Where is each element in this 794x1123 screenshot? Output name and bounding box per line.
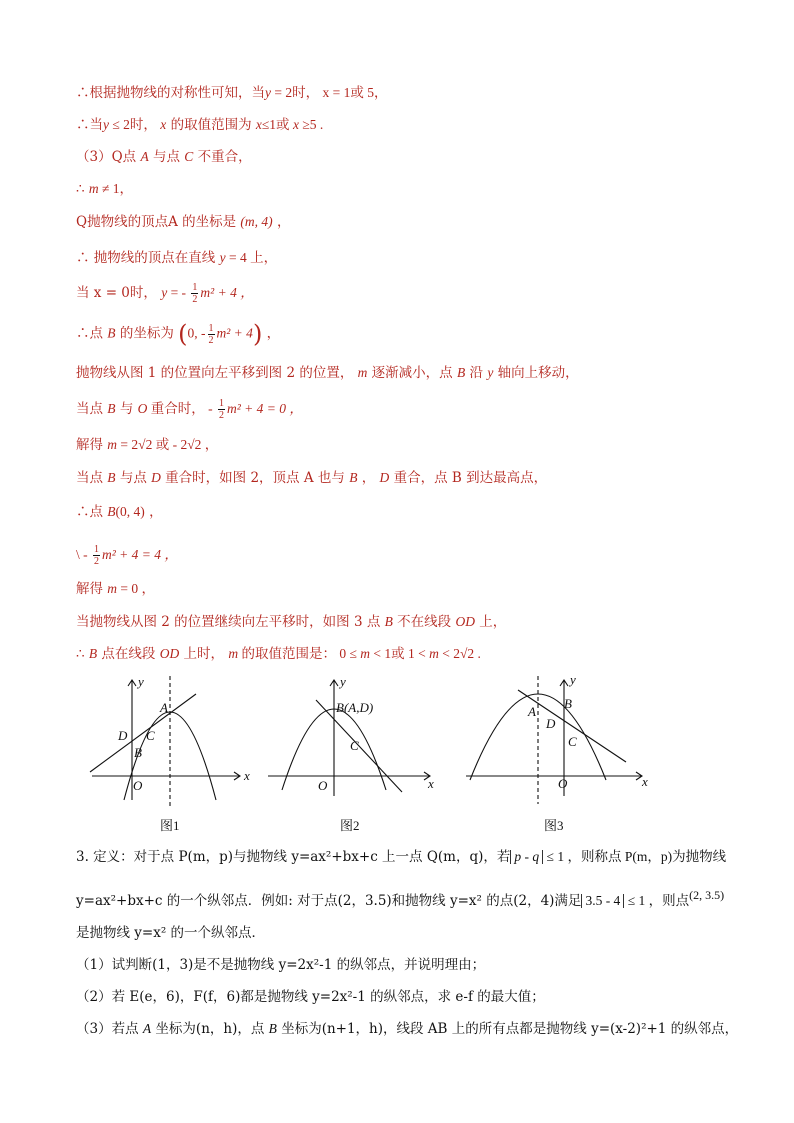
- var: C: [184, 149, 194, 164]
- text: 逐渐减小，点: [367, 365, 457, 381]
- text: 点在线段: [97, 646, 160, 662]
- text: ，: [144, 504, 163, 520]
- fraction-numerator: 1: [94, 544, 99, 555]
- text: 当 x = 0时，: [76, 285, 162, 301]
- solution-line-9: [76, 364, 579, 382]
- text: ≥5 .: [298, 117, 324, 132]
- origin-label: O: [558, 776, 568, 791]
- text: m² + 4: [216, 325, 253, 341]
- point-b-label: B: [134, 745, 142, 760]
- text: y=ax²+bx+c 的一个纵邻点．例如: 对于点(2，3.5)和抛物线 y=x² 的点(2，4)满足: [76, 893, 582, 909]
- text: ，: [272, 214, 291, 230]
- text: ，: [357, 470, 380, 486]
- point-c-label: C: [146, 728, 155, 743]
- point-d-label: D: [118, 728, 128, 743]
- solution-line-1: [76, 84, 387, 102]
- solution-line-12: [76, 469, 547, 487]
- solution-line-3: [76, 148, 252, 166]
- solution-line-16: [76, 613, 506, 631]
- text: 沿: [465, 365, 488, 381]
- text: 不在线段: [392, 614, 456, 630]
- text: ∴ 抛物线的顶点在直线: [76, 250, 220, 266]
- text: ∴当: [76, 117, 103, 133]
- origin-label: O: [133, 778, 143, 793]
- question-3: [76, 1020, 738, 1038]
- text: ≤ 2时，: [109, 117, 161, 132]
- text: 0, -: [187, 325, 206, 341]
- text: 的取值范围是： 0 ≤: [238, 646, 361, 661]
- text: 当点: [76, 470, 108, 486]
- text: = -: [167, 285, 190, 300]
- var: x: [292, 117, 299, 132]
- solution-line-11: [76, 436, 218, 454]
- solution-line-6: [76, 249, 277, 267]
- left-paren: (: [178, 320, 188, 348]
- var: B: [88, 646, 98, 661]
- var: B: [349, 470, 358, 485]
- text: 抛物线从图 1 的位置向左平移到图 2 的位置，: [76, 365, 358, 381]
- solution-line-13: [76, 503, 163, 521]
- var: m: [429, 646, 439, 661]
- var: D: [379, 470, 390, 485]
- text: = 0 ，: [117, 581, 156, 596]
- abs-box: 3.5 - 4: [581, 894, 624, 908]
- text: ≠ 1，: [98, 181, 134, 196]
- var: O: [137, 401, 148, 416]
- point-d-label: D: [546, 716, 556, 731]
- text: ≤ 1 ，则点: [624, 893, 690, 908]
- point-bad-label: B(A,D): [336, 700, 374, 715]
- text: < 2√2 .: [438, 646, 481, 661]
- figure-caption: 图2: [340, 818, 360, 833]
- text: \ -: [76, 547, 91, 562]
- y-label: y: [138, 674, 144, 689]
- var: m: [357, 365, 368, 380]
- var: m: [88, 181, 99, 196]
- fraction: [191, 282, 198, 305]
- text: < 1或 1 <: [370, 646, 430, 661]
- var: x: [255, 117, 262, 132]
- text: （3）Q点: [76, 149, 141, 165]
- text: （1）试判断(1，3)是不是抛物线 y=2x²-1 的纵邻点，并说明理由；: [76, 957, 486, 973]
- figure-3: [460, 672, 656, 840]
- x-label: x: [428, 776, 434, 791]
- text: （3）若点: [76, 1021, 143, 1037]
- question-2: [76, 988, 545, 1006]
- var: B: [107, 504, 116, 519]
- text: 的取值范围为: [166, 117, 256, 133]
- var: A: [140, 149, 149, 164]
- point-c-label: C: [568, 734, 577, 749]
- point-b-label: B: [564, 696, 572, 711]
- text: 3. 定义：对于点 P(m，p)与抛物线 y=ax²+bx+c 上一点 Q(m，q)，若: [76, 849, 511, 865]
- text: ≤ 1 ，则称点 P(m，p)为抛物线: [543, 849, 727, 864]
- text: 上，: [474, 614, 507, 630]
- var: y: [219, 250, 226, 265]
- text: m² + 4 ，: [200, 285, 254, 300]
- fraction: [208, 323, 215, 346]
- text: 与: [115, 401, 138, 417]
- point-label: (2, 3.5): [689, 888, 725, 902]
- text: 上时，: [179, 646, 229, 662]
- fraction-numerator: 1: [219, 398, 225, 409]
- text: 坐标为(n+1，h)，线段 AB 上的所有点都是抛物线 y=(x-2)²+1 的纵邻点，: [276, 1021, 739, 1037]
- var: B: [107, 325, 116, 341]
- var: y: [103, 117, 109, 132]
- figure-caption: 图3: [544, 818, 564, 833]
- coord: (0, 4): [115, 504, 145, 519]
- question-1: [76, 956, 485, 974]
- var: D: [151, 470, 161, 485]
- var: y: [487, 365, 494, 380]
- fraction-denominator: 2: [192, 294, 198, 305]
- abs-box: p - q: [510, 850, 543, 864]
- text: 与点: [148, 149, 185, 165]
- text: ∴根据抛物线的对称性可知，当: [76, 85, 265, 101]
- var: B: [268, 1021, 277, 1036]
- var: B: [384, 614, 393, 629]
- var: y: [265, 85, 271, 100]
- fraction-numerator: 1: [192, 282, 198, 293]
- solution-line-17: [76, 645, 481, 663]
- text: ∴: [76, 181, 89, 197]
- text: （2）若 E(e，6)，F(f，6)都是抛物线 y=2x²-1 的纵邻点，求 e-f 的最大值；: [76, 989, 545, 1005]
- line-through-a-c: [518, 690, 626, 762]
- problem3-line-2: [76, 886, 724, 910]
- figure-caption: 图1: [160, 818, 180, 833]
- var: m: [107, 437, 118, 452]
- text: = 2√2 或 - 2√2 ，: [117, 437, 219, 452]
- fraction-denominator: 2: [208, 334, 214, 346]
- text: 解得: [76, 581, 108, 597]
- text: 的坐标为: [115, 325, 179, 342]
- point-a-label: A: [160, 700, 168, 715]
- point-c-label: C: [350, 738, 359, 753]
- solution-line-5: [76, 213, 290, 231]
- var: B: [456, 365, 466, 380]
- var: y: [161, 285, 168, 300]
- text: 是抛物线 y=x² 的一个纵邻点．: [76, 925, 266, 941]
- solution-line-7: [76, 282, 254, 305]
- solution-line-14: [76, 544, 178, 567]
- var: A: [142, 1021, 152, 1036]
- text: ∴: [76, 646, 89, 662]
- solution-line-2: [76, 116, 323, 134]
- text: 重合，点 B 到达最高点，: [389, 470, 548, 486]
- var: m: [360, 646, 370, 661]
- var: B: [107, 470, 116, 485]
- y-label: y: [340, 674, 346, 689]
- var: OD: [159, 646, 180, 661]
- problem3-line-1: [76, 848, 726, 866]
- fraction-denominator: 2: [219, 410, 225, 421]
- text: 轴向上移动，: [493, 365, 579, 381]
- y-label: y: [570, 672, 576, 687]
- line-through-a-d: [90, 694, 196, 772]
- solution-line-8: [76, 322, 280, 346]
- text: ∴点: [76, 504, 108, 520]
- var: m: [228, 646, 239, 661]
- text: 当点: [76, 401, 108, 417]
- text: Q抛物线的顶点A 的坐标是: [76, 214, 241, 230]
- fraction-denominator: 2: [94, 556, 99, 567]
- problem3-line-3: [76, 924, 265, 942]
- var: x: [160, 117, 167, 132]
- fraction: [218, 398, 225, 421]
- solution-line-15: [76, 580, 155, 598]
- solution-line-4: [76, 180, 133, 198]
- fraction: [93, 544, 100, 567]
- text: 不重合，: [193, 149, 252, 165]
- text: 与点: [115, 470, 152, 486]
- text: 重合时， -: [147, 401, 217, 416]
- figure-1: [84, 672, 260, 840]
- x-label: x: [642, 774, 648, 789]
- text: ，: [262, 325, 281, 342]
- text: 当抛物线从图 2 的位置继续向左平移时，如图 3 点: [76, 614, 385, 630]
- text: = 2时， x = 1或 5，: [271, 85, 388, 100]
- var: OD: [455, 614, 475, 629]
- solution-line-10: [76, 398, 303, 421]
- x-label: x: [244, 768, 250, 783]
- text: 解得: [76, 437, 108, 453]
- text: = 4 上，: [225, 250, 278, 265]
- origin-label: O: [318, 778, 328, 793]
- right-paren: ): [252, 320, 263, 348]
- text: 重合时，如图 2，顶点 A 也与: [160, 470, 350, 486]
- text: ≤1或: [261, 117, 293, 132]
- figure-2: [266, 672, 442, 840]
- point-a-label: A: [528, 704, 536, 719]
- var: m: [107, 581, 118, 596]
- text: m² + 4 = 0 ，: [227, 401, 303, 416]
- var: B: [107, 401, 116, 416]
- text: m² + 4 = 4 ，: [102, 547, 178, 562]
- fraction-numerator: 1: [208, 322, 214, 334]
- text: ∴点: [76, 325, 108, 342]
- coord: (m, 4): [240, 214, 273, 229]
- text: 坐标为(n，h)，点: [151, 1021, 269, 1037]
